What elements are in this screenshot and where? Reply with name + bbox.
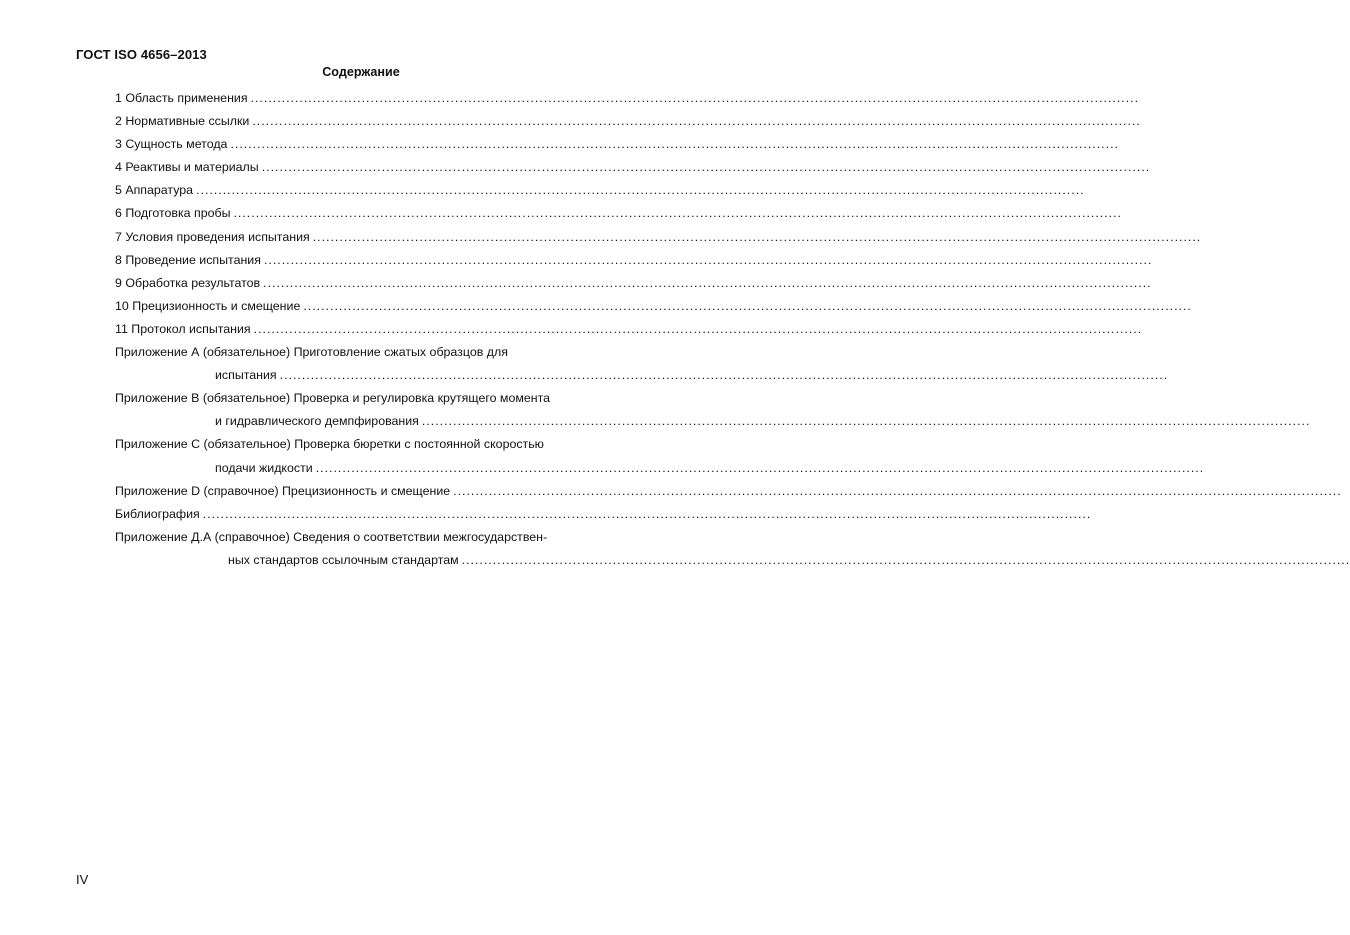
toc-entry-label: 7 Условия проведения испытания (115, 229, 310, 244)
toc-entry-normative-references[interactable] (115, 110, 1141, 133)
dot-leader: ........................................................................................................................................................................................................ (261, 160, 1151, 175)
toc-entry-label: 11 Протокол испытания (115, 321, 251, 336)
dot-leader: ........................................................................................................................................................................................................ (252, 114, 1141, 129)
dot-leader: ........................................................................................................................................................................................................ (453, 483, 1342, 498)
toc-entry-annex-c-continued[interactable] (115, 457, 1205, 480)
dot-leader: ........................................................................................................................................................................................................ (312, 229, 1202, 244)
toc-entry-label: 5 Аппаратура (115, 183, 194, 198)
dot-leader: ........................................................................................................................................................................................................ (263, 275, 1152, 290)
toc-entry-label: 2 Нормативные ссылки (115, 114, 250, 129)
toc-entry-bibliography[interactable] (115, 503, 1092, 526)
toc-entry-label: 3 Сущность метода (115, 137, 228, 152)
toc-entry-annex-b[interactable] (115, 387, 608, 410)
toc-entry-label: ных стандартов ссылочным стандартам (228, 552, 459, 567)
dot-leader: ........................................................................................................................................................................................................ (421, 414, 1311, 429)
toc-entry-label: 8 Проведение испытания (115, 252, 261, 267)
toc-entry-label: испытания (215, 368, 277, 383)
toc-entry-precision[interactable] (115, 295, 1192, 318)
page-number: IV (76, 872, 89, 887)
dot-leader: ........................................................................................................................................................................................................ (233, 206, 1122, 221)
dot-leader: ........................................................................................................................................................................................................ (202, 506, 1092, 521)
toc-entry-procedure[interactable] (115, 249, 1153, 272)
toc-entry-annex-d[interactable] (115, 480, 1342, 503)
dot-leader: ........................................................................................................................................................................................................ (196, 183, 1085, 198)
dot-leader: ........................................................................................................................................................................................................ (461, 552, 1350, 567)
toc-entry-annex-a[interactable] (115, 341, 608, 364)
toc-entry-label: подачи жидкости (215, 460, 313, 475)
toc-entry-apparatus[interactable] (115, 179, 1085, 202)
table-of-contents (115, 87, 1350, 572)
dot-leader: ........................................................................................................................................................................................................ (250, 91, 1140, 105)
toc-entry-annex-a-continued[interactable] (115, 364, 1169, 387)
toc-entry-label: Приложение D (справочное) Прецизионность и смещение (115, 483, 451, 498)
toc-entry-label: 6 Подготовка пробы (115, 206, 231, 221)
dot-leader: ........................................................................................................................................................................................................ (263, 252, 1153, 267)
toc-entry-test-report[interactable] (115, 318, 1143, 341)
toc-entry-reagents[interactable] (115, 156, 1151, 179)
toc-entry-label: Приложение В (обязательное) Проверка и регулировка крутящего момента (115, 391, 551, 406)
toc-entry-scope[interactable] (115, 87, 1140, 110)
toc-entry-label: 1 Область применения (115, 91, 248, 105)
dot-leader: ........................................................................................................................................................................................................ (315, 460, 1205, 475)
toc-entry-label: Приложение С (обязательное) Проверка бюретки с постоянной скоростью (115, 437, 544, 452)
document-code: ГОСТ ISO 4656–2013 (76, 47, 207, 62)
toc-entry-label: Приложение А (обязательное) Приготовление сжатых образцов для (115, 345, 508, 360)
toc-entry-sample-preparation[interactable] (115, 202, 1122, 225)
toc-entry-label: 10 Прецизионность и смещение (115, 298, 301, 313)
toc-entry-label: 9 Обработка результатов (115, 275, 261, 290)
toc-entry-label: 4 Реактивы и материалы (115, 160, 259, 175)
dot-leader: ........................................................................................................................................................................................................ (253, 321, 1143, 336)
toc-entry-annex-b-continued[interactable] (115, 410, 1311, 433)
toc-entry-results[interactable] (115, 272, 1152, 295)
toc-entry-annex-da-continued[interactable] (115, 549, 1350, 572)
toc-entry-label: Библиография (115, 506, 200, 521)
dot-leader: ........................................................................................................................................................................................................ (279, 368, 1169, 383)
toc-entry-annex-da[interactable] (115, 526, 608, 549)
toc-entry-label: и гидравлического демпфирования (215, 414, 419, 429)
toc-entry-test-conditions[interactable] (115, 226, 1202, 249)
toc-entry-label: Приложение Д.А (справочное) Сведения о соответствии межгосударствен- (115, 529, 548, 544)
toc-title: Содержание (322, 65, 400, 79)
toc-entry-method-principle[interactable] (115, 133, 1119, 156)
dot-leader: ........................................................................................................................................................................................................ (303, 298, 1192, 313)
dot-leader: ........................................................................................................................................................................................................ (230, 137, 1119, 152)
toc-entry-annex-c[interactable] (115, 433, 608, 456)
